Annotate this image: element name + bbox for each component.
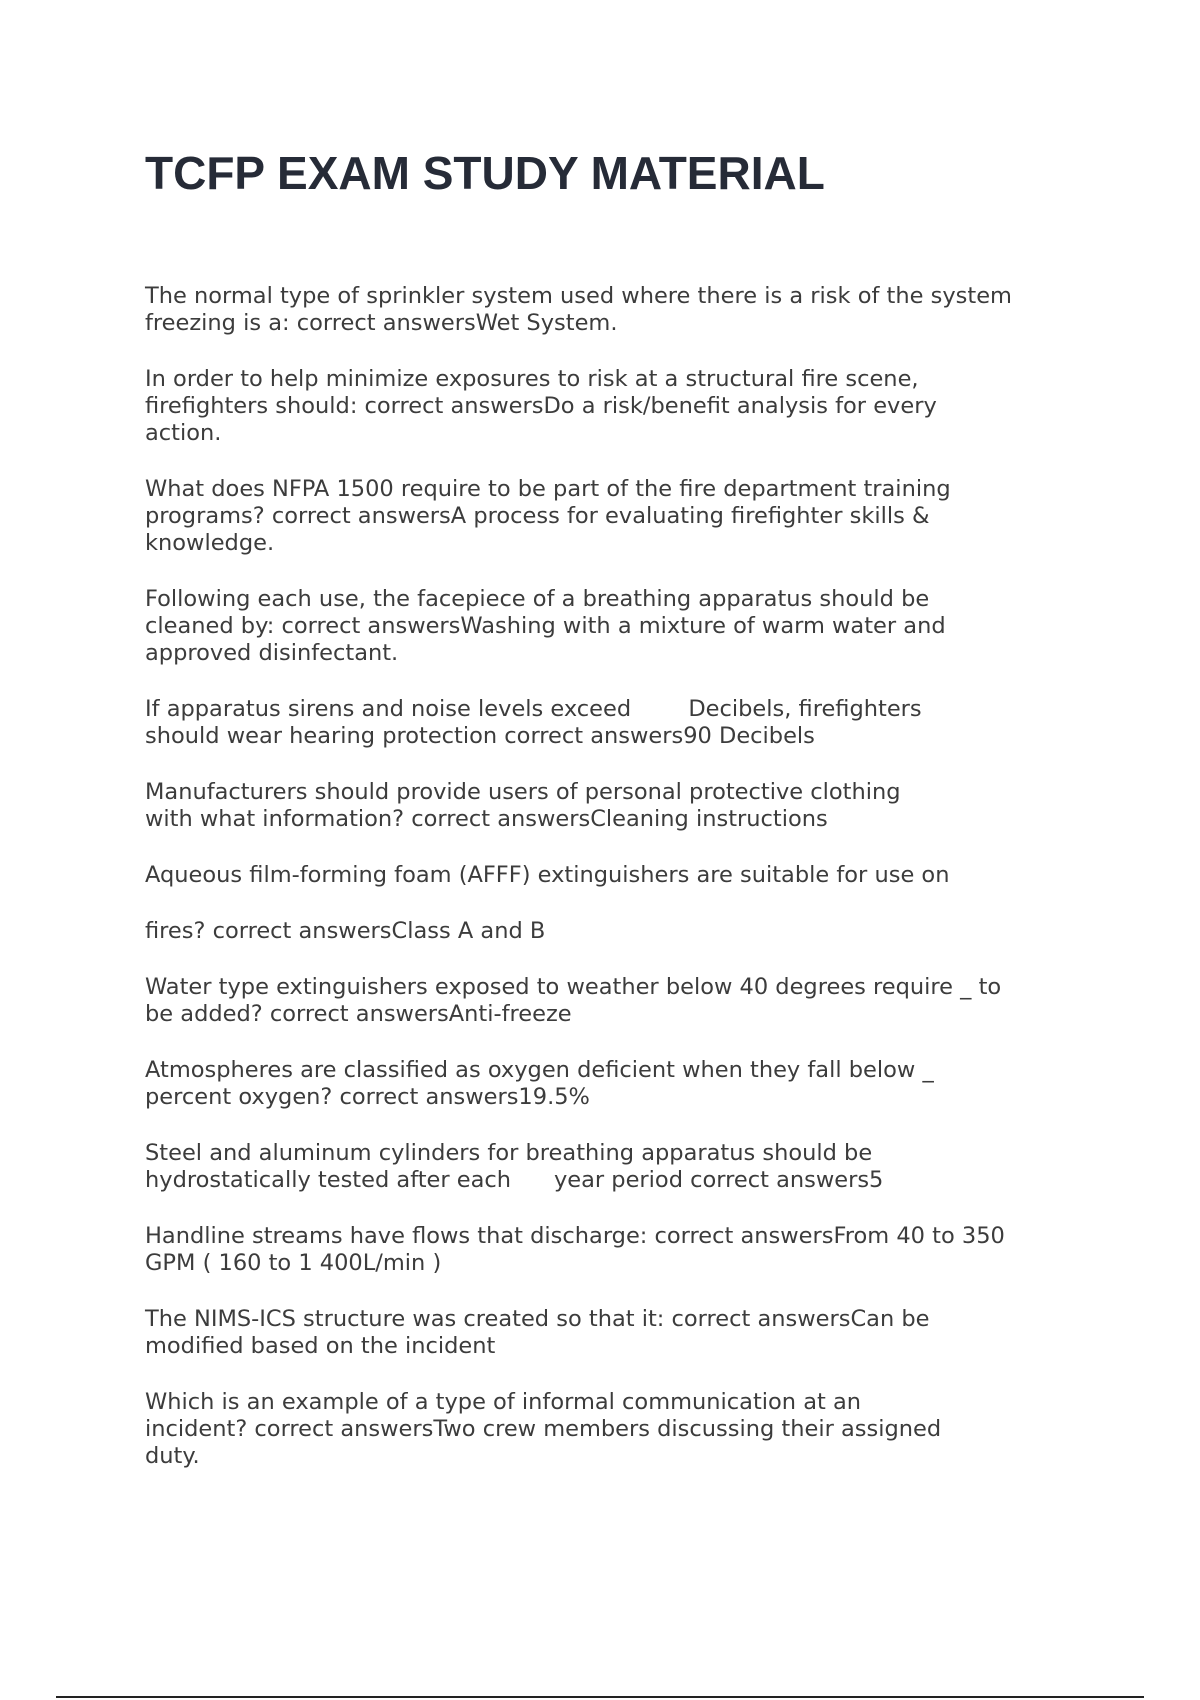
qa-item-1: The normal type of sprinkler system used where there is a risk of the system freezing is a: correct answersWet System. (145, 283, 1012, 336)
qa-list (145, 283, 1085, 1470)
qa-item-14: Which is an example of a type of informal communication at an incident? correct answersTwo crew members discussing their assigned duty. (145, 1389, 942, 1469)
qa-item-6: Manufacturers should provide users of personal protective clothing with what information? correct answersCleaning instructions (145, 779, 901, 832)
qa-item-12: Handline streams have flows that discharge: correct answersFrom 40 to 350 GPM ( 160 to 1 400L/min ) (145, 1223, 1005, 1276)
qa-item-5: If apparatus sirens and noise levels exceed Decibels, firefighters should wear hearing protection correct answers90 Decibels (145, 696, 922, 749)
qa-item-10: Atmospheres are classified as oxygen deficient when they fall below _ percent oxygen? correct answers19.5% (145, 1057, 934, 1110)
qa-item-8: fires? correct answersClass A and B (145, 918, 546, 944)
qa-item-2: In order to help minimize exposures to risk at a structural fire scene, firefighters should: correct answersDo a risk/benefit analysis for every action. (145, 366, 937, 446)
qa-item-4: Following each use, the facepiece of a breathing apparatus should be cleaned by: correct answersWashing with a mixture of warm water and approved disinfectant. (145, 586, 946, 666)
page-title: TCFP EXAM STUDY MATERIAL (145, 147, 825, 199)
qa-item-13: The NIMS-ICS structure was created so that it: correct answersCan be modified based on the incident (145, 1306, 930, 1359)
qa-item-7: Aqueous film-forming foam (AFFF) extinguishers are suitable for use on (145, 862, 950, 888)
qa-item-3: What does NFPA 1500 require to be part of the fire department training programs? correct answersA process for evaluating firefighter skills & knowledge. (145, 476, 951, 556)
qa-item-9: Water type extinguishers exposed to weather below 40 degrees require _ to be added? correct answersAnti-freeze (145, 974, 1002, 1027)
bottom-rule (56, 1696, 1144, 1698)
qa-item-11: Steel and aluminum cylinders for breathing apparatus should be hydrostatically tested after each year period correct answers5 (145, 1140, 884, 1193)
